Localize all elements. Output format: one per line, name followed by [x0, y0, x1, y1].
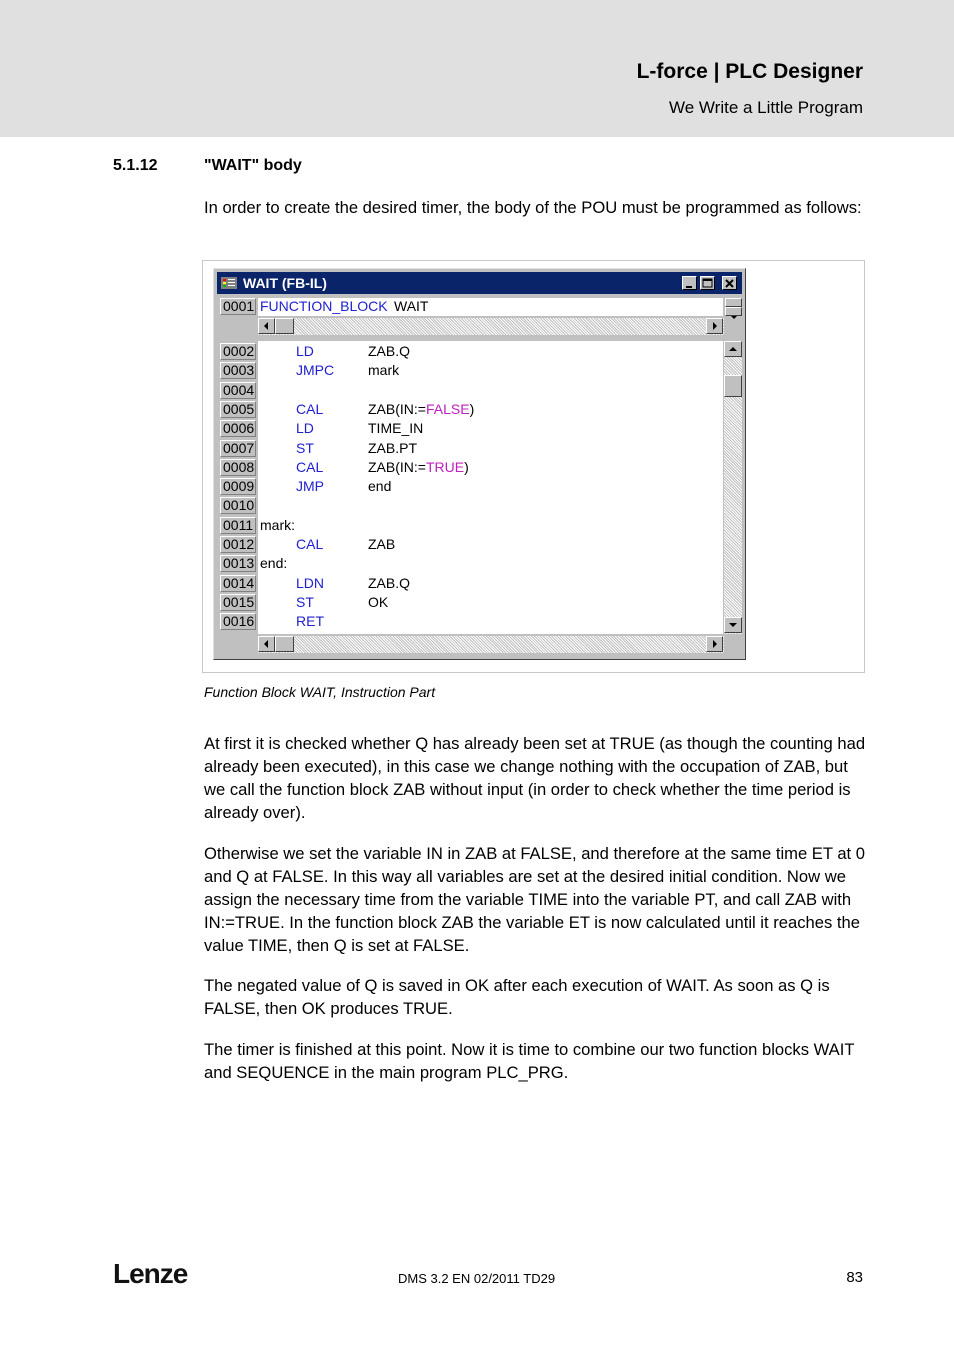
- code-operand-text: end: [368, 478, 392, 494]
- body-horizontal-scrollbar[interactable]: [258, 636, 724, 653]
- line-number: 0002: [220, 343, 256, 360]
- close-icon: [723, 278, 736, 290]
- code-operand: [368, 420, 423, 437]
- document-id: DMS 3.2 EN 02/2011 TD29: [398, 1271, 556, 1286]
- body-paragraph: The timer is finished at this point. Now it is time to combine our two function blocks WAIT and SEQUENCE in the main program PLC_PRG.: [204, 1040, 855, 1082]
- section-number: 5.1.12: [113, 157, 158, 174]
- code-operand-end: ): [464, 459, 469, 475]
- scroll-down-icon: [726, 314, 741, 321]
- code-operand: [368, 459, 469, 476]
- code-operator: CAL: [296, 459, 324, 475]
- code-literal: TRUE: [425, 459, 465, 475]
- line-number: 0004: [220, 382, 256, 399]
- code-operator: ST: [296, 440, 314, 456]
- code-operand: [368, 401, 474, 418]
- decl-horizontal-scrollbar[interactable]: [258, 318, 724, 335]
- line-number: 0012: [220, 536, 256, 553]
- code-operator: LD: [296, 343, 314, 359]
- code-literal: FALSE: [425, 401, 470, 417]
- declaration-name: WAIT: [394, 298, 429, 314]
- scroll-left-icon: [259, 319, 274, 333]
- scroll-up-icon: [725, 342, 741, 356]
- code-operand-text: ZAB: [368, 536, 396, 552]
- code-operator: RET: [296, 613, 324, 629]
- section-title: "WAIT" body: [204, 157, 302, 174]
- close-button[interactable]: [722, 276, 737, 290]
- window-title: WAIT (FB-IL): [243, 275, 327, 291]
- page-number: 83: [846, 1269, 863, 1286]
- code-operand: [368, 440, 417, 457]
- intro-paragraph: In order to create the desired timer, the body of the POU must be programmed as follows:: [204, 198, 862, 217]
- line-number: 0009: [220, 478, 256, 495]
- window-titlebar[interactable]: [217, 272, 742, 294]
- code-operand: [368, 594, 388, 611]
- code-operator: LDN: [296, 575, 325, 591]
- body-scroll-up-button[interactable]: [724, 341, 742, 357]
- minimize-button[interactable]: [682, 276, 697, 290]
- editor-window: [213, 268, 746, 660]
- body-code-pane[interactable]: [258, 341, 723, 634]
- line-number: 0013: [220, 555, 256, 572]
- maximize-button[interactable]: [700, 276, 715, 290]
- chapter-subtitle: We Write a Little Program: [669, 98, 863, 117]
- line-number: 0015: [220, 594, 256, 611]
- code-label: mark:: [260, 517, 295, 533]
- line-number: 0014: [220, 575, 256, 592]
- code-operator: LD: [296, 420, 314, 436]
- code-operand-text: ZAB(IN:=: [368, 459, 426, 475]
- line-number: 0007: [220, 440, 256, 457]
- body-scroll-left-button[interactable]: [258, 636, 275, 652]
- decl-scroll-up-button[interactable]: [725, 298, 742, 307]
- line-number: 0001: [220, 298, 256, 315]
- body-scroll-thumb-horizontal[interactable]: [275, 636, 294, 652]
- code-operand-text: ZAB.Q: [368, 343, 411, 359]
- decl-scroll-thumb[interactable]: [275, 318, 294, 334]
- code-operand-end: ): [469, 401, 475, 417]
- code-operator: CAL: [296, 536, 324, 552]
- decl-scroll-left-button[interactable]: [258, 318, 275, 334]
- line-number: 0005: [220, 401, 256, 418]
- maximize-icon: [701, 278, 714, 290]
- body-paragraph: The negated value of Q is saved in OK after each execution of WAIT. As soon as Q is FALSE, then OK produces TRUE.: [204, 976, 830, 1018]
- scroll-left-icon: [259, 637, 274, 651]
- code-operand: [368, 362, 399, 379]
- minimize-icon: [683, 278, 696, 290]
- code-operator: JMPC: [296, 362, 335, 378]
- line-number: 0011: [220, 517, 256, 534]
- code-operand: [368, 478, 391, 495]
- code-label: end:: [260, 555, 288, 571]
- scroll-right-icon: [707, 637, 722, 651]
- code-operand: [368, 536, 395, 553]
- declaration-pane[interactable]: [258, 298, 723, 316]
- lenze-logo: Lenze: [113, 1258, 188, 1289]
- code-operand: [368, 575, 410, 592]
- decl-scroll-down-button[interactable]: [725, 307, 742, 316]
- declaration-keyword: FUNCTION_BLOCK: [260, 298, 388, 314]
- code-operand: [368, 343, 410, 360]
- decl-scroll-right-button[interactable]: [706, 318, 723, 334]
- body-paragraph: At first it is checked whether Q has already been set at TRUE (as though the counting had already been executed), in this case we change nothing with the occupation of ZAB, but we call the function block ZAB without input (in order to check whether the time period is already over).: [204, 734, 866, 822]
- code-operand-text: ZAB.Q: [368, 575, 411, 591]
- code-operator: JMP: [296, 478, 324, 494]
- body-scroll-down-button[interactable]: [724, 617, 742, 633]
- app-icon: [221, 277, 237, 289]
- code-operator: CAL: [296, 401, 324, 417]
- line-number: 0016: [220, 613, 256, 630]
- code-operand-text: ZAB.PT: [368, 440, 418, 456]
- code-operand-text: TIME_IN: [368, 420, 424, 436]
- scroll-right-icon: [707, 319, 722, 333]
- body-scroll-thumb[interactable]: [724, 375, 742, 397]
- line-number: 0003: [220, 362, 256, 379]
- code-operand-text: OK: [368, 594, 389, 610]
- line-number: 0008: [220, 459, 256, 476]
- code-operator: ST: [296, 594, 314, 610]
- code-operand-text: ZAB(IN:=: [368, 401, 426, 417]
- product-title: L-force | PLC Designer: [636, 60, 863, 83]
- line-number: 0010: [220, 497, 256, 514]
- code-operand-text: mark: [368, 362, 400, 378]
- body-scroll-right-button[interactable]: [706, 636, 723, 652]
- body-paragraph: Otherwise we set the variable IN in ZAB at FALSE, and therefore at the same time ET at 0 and Q at FALSE. In this way all variables are set at the desired initial condition. Now we assign the necessary time from the variable TIME into the variable PT, and call ZAB with IN:=TRUE. In the function block ZAB the variable ET is now calculated until it reaches the value TIME, then Q is set at FALSE.: [204, 844, 865, 955]
- figure-caption: Function Block WAIT, Instruction Part: [204, 684, 436, 700]
- line-number: 0006: [220, 420, 256, 437]
- scroll-down-icon: [725, 618, 741, 632]
